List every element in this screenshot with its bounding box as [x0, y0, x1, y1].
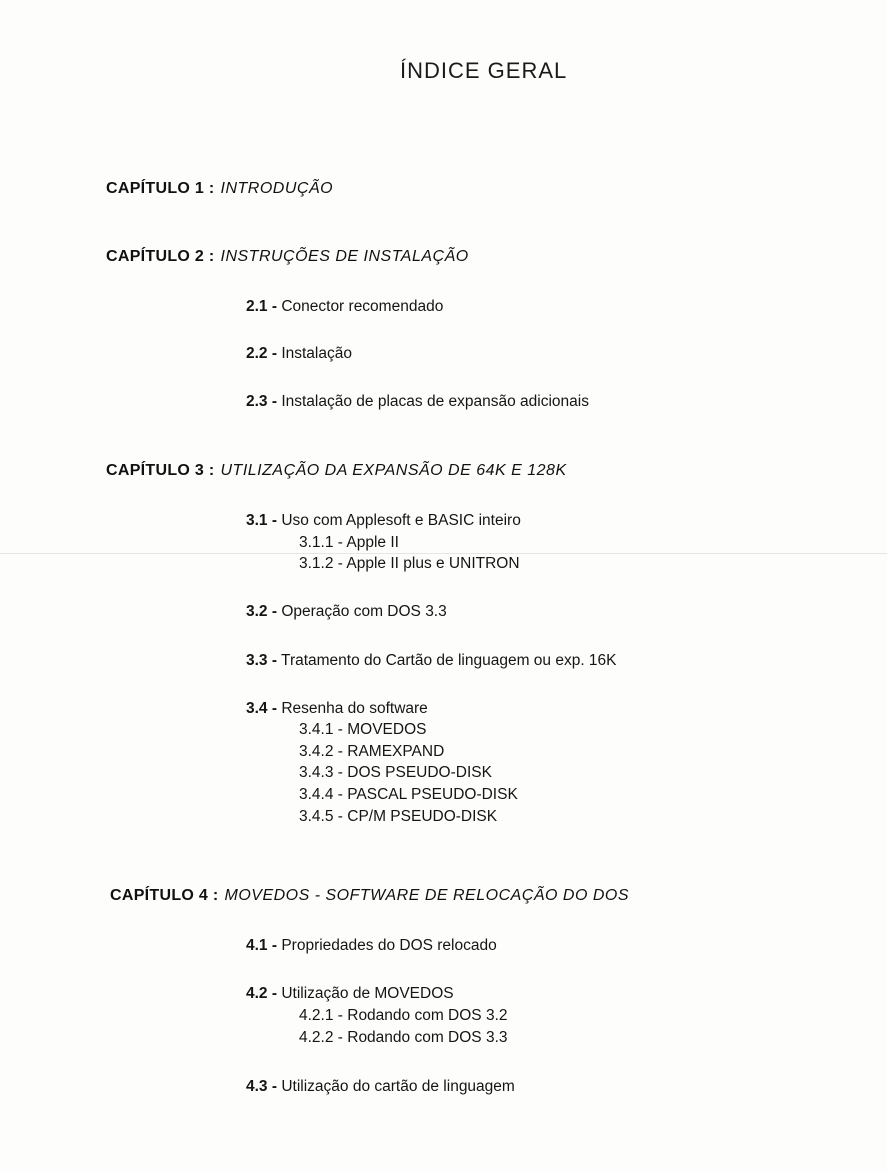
toc-subentry: 3.4.5 - CP/M PSEUDO-DISK	[299, 808, 498, 825]
toc-subentry: 3.4.1 - MOVEDOS	[299, 721, 427, 738]
toc-entry	[246, 393, 589, 411]
toc-entry	[246, 700, 428, 718]
chapter-title: UTILIZAÇÃO DA EXPANSÃO DE 64K E 128K	[220, 462, 567, 479]
entry-number: 2.3 -	[246, 393, 278, 410]
scan-artifact-line	[0, 553, 887, 554]
entry-number: 3.4 -	[246, 700, 278, 717]
chapter-title: INSTRUÇÕES DE INSTALAÇÃO	[220, 248, 469, 265]
entry-number: 3.1 -	[246, 512, 278, 529]
chapter-label: CAPÍTULO 2 :	[106, 248, 215, 265]
toc-entry	[246, 298, 443, 316]
toc-subentry: 3.4.4 - PASCAL PSEUDO-DISK	[299, 786, 518, 803]
entry-text: Operação com DOS 3.3	[281, 603, 447, 620]
entry-number: 4.3 -	[246, 1078, 278, 1095]
toc-entry	[246, 603, 447, 621]
entry-number: 2.1 -	[246, 298, 278, 315]
entry-text: Instalação de placas de expansão adicionais	[281, 393, 589, 410]
toc-subentry: 3.1.1 - Apple II	[299, 534, 399, 551]
toc-entry	[246, 1078, 515, 1096]
chapter-3-heading	[106, 462, 567, 480]
toc-entry	[246, 345, 352, 363]
entry-number: 4.2 -	[246, 985, 278, 1002]
toc-subentry: 3.4.3 - DOS PSEUDO-DISK	[299, 764, 492, 781]
chapter-title: INTRODUÇÃO	[220, 180, 334, 197]
toc-entry	[246, 652, 617, 670]
chapter-label: CAPÍTULO 1 :	[106, 180, 215, 197]
chapter-4-heading	[110, 887, 629, 905]
toc-entry	[246, 937, 497, 955]
toc-subentry: 4.2.1 - Rodando com DOS 3.2	[299, 1007, 508, 1024]
entry-number: 4.1 -	[246, 937, 278, 954]
entry-text: Tratamento do Cartão de linguagem ou exp. 16K	[281, 652, 617, 669]
chapter-label: CAPÍTULO 3 :	[106, 462, 215, 479]
toc-subentry: 3.4.2 - RAMEXPAND	[299, 743, 445, 760]
entry-text: Utilização do cartão de linguagem	[281, 1078, 515, 1095]
toc-entry	[246, 512, 521, 530]
entry-text: Utilização de MOVEDOS	[281, 985, 454, 1002]
toc-entry	[246, 985, 454, 1003]
toc-subentry: 3.1.2 - Apple II plus e UNITRON	[299, 555, 520, 572]
entry-text: Conector recomendado	[281, 298, 444, 315]
entry-text: Propriedades do DOS relocado	[281, 937, 497, 954]
chapter-title: MOVEDOS - SOFTWARE DE RELOCAÇÃO DO DOS	[224, 887, 630, 904]
entry-text: Resenha do software	[281, 700, 428, 717]
chapter-1-heading	[106, 180, 333, 198]
entry-text: Instalação	[281, 345, 352, 362]
toc-subentry: 4.2.2 - Rodando com DOS 3.3	[299, 1029, 508, 1046]
chapter-2-heading	[106, 248, 469, 266]
page-title: ÍNDICE GERAL	[400, 58, 568, 83]
entry-number: 3.3 -	[246, 652, 278, 669]
entry-number: 3.2 -	[246, 603, 278, 620]
chapter-label: CAPÍTULO 4 :	[110, 887, 219, 904]
entry-text: Uso com Applesoft e BASIC inteiro	[281, 512, 521, 529]
entry-number: 2.2 -	[246, 345, 278, 362]
